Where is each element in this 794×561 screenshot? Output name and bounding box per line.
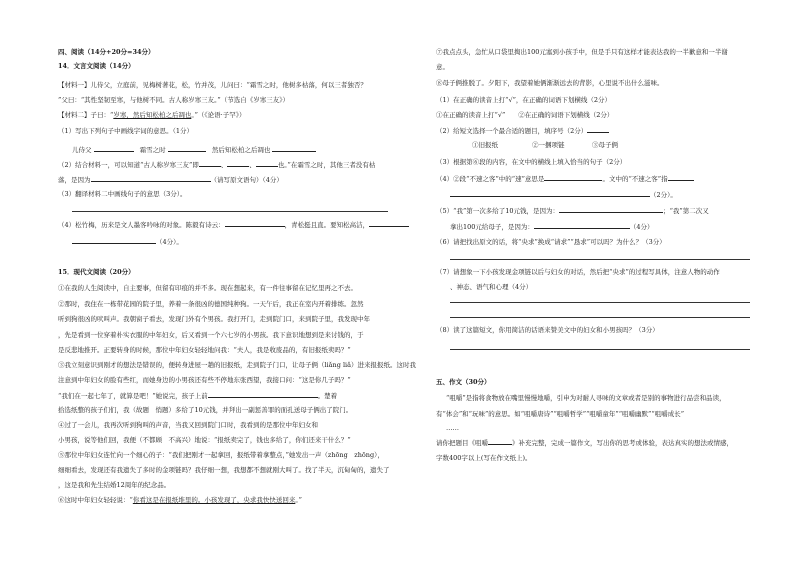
material-1-line-1: 【材料一】儿侍父，立庭前，见梅树著花，松，竹并茂，儿问曰：“霜雪之时，他树多枯落，何以三者独否？ <box>58 81 367 89</box>
answer-blank[interactable] <box>72 237 156 244</box>
question-r4-line-1: （4）②段“不速之客”中的“速”意思是 。文中的“不速之客”指 <box>436 174 694 183</box>
question-r1-detail: ①在正确的读音上打“√” ②在正确的词语下划横线（2分） <box>436 111 614 119</box>
question-r7-line-1: （7）请想象一下小孩发现金项链以后与妇女的对话，然后把“央求”的过程写具体，注意人物的动作 <box>436 268 720 276</box>
question-r8: （8）读了这篇短文，你用简洁的话语来赞美文中的妇女和小男孩吗？（3分） <box>436 326 659 334</box>
essay-prompt-line-2: 有“体会”和“玩味”的意思。如“咀嚼唐诗”“咀嚼哲学”“咀嚼童年”“咀嚼幽默”“咀嚼成长” <box>436 410 685 418</box>
answer-line[interactable] <box>450 349 750 350</box>
answer-blank[interactable] <box>227 160 249 167</box>
paragraph-5-line-2: 细细看去，发现还有我遗失了多时的金项链吗？我仔细一想，我想都不想就刚大叫了。找了半天，沉甸甸的，遗失了 <box>58 466 390 474</box>
answer-blank[interactable] <box>199 160 221 167</box>
question-r4-line-2: （2分）。 <box>450 190 677 199</box>
question-2-line-1: （2）结合材料一，可以知道“古人称岁寒三友”即 、 、 也。”在霜雪之时，其他三者没有枯 <box>58 161 376 169</box>
answer-blank[interactable] <box>168 145 206 152</box>
paragraph-4-line-2: 小男孩，说等他们回，我便（不都顾 不高兴）地说：“报纸卖完了，钱也多给了，你们还来干什么？” <box>58 436 351 444</box>
paragraph-2-line-2: 听到狗很凶的吠叫声。我朝窗子看去，发现门外有个男孩。我打开门，走到院门口，来到院子里，我发现中年 <box>58 315 370 323</box>
paragraph-5-line-3: ，这是我和先生结婚12周年的纪念品。 <box>58 481 171 489</box>
answer-blank[interactable] <box>91 175 211 182</box>
material-2: 【材料二】子曰：“岁寒，然后知松柏之后凋也。”（《论语·子罕》） <box>58 111 246 119</box>
question-r5-line-2: 拿出100元给母子，是因为： （4分） <box>450 223 654 231</box>
question-r2: （2）给短文选择一个最合适的题目，填序号（2分） <box>436 126 609 135</box>
answer-blank[interactable] <box>272 145 316 152</box>
answer-blank[interactable] <box>256 160 278 167</box>
question-14-title: 14．文言文阅读（14分） <box>58 62 135 70</box>
question-r1: （1）在正确的读音上打“√”，在正确的词语下划横线（2分） <box>436 96 612 104</box>
paragraph-2-line-1: ②那时，我住在一栋带花园的院子里，养着一条很凶的德国纯种狗。一天午后，我正在室内开着排练。忽然 <box>58 300 364 308</box>
question-4-line-1: （4）松竹梅，历来是文人墨客吟咏的对象。陈毅有诗云： ，青松挺且直。要知松高洁， <box>58 220 409 229</box>
paragraph-3-line-2: 注意到中年妇女的脸有些红，而她身边的小男孩还有些不停地东张西望，我接口问：“这是你几子吗？” <box>58 376 351 384</box>
question-r7-line-2: 、神态、语气和心理（4分） <box>450 283 533 291</box>
question-r5-line-1: （5）“我”第一次多给了10元钱，是因为： ；“我”第二次又 <box>436 207 709 215</box>
answer-blank[interactable] <box>369 220 409 227</box>
answer-blank[interactable] <box>225 220 285 227</box>
answer-line[interactable] <box>450 259 750 260</box>
right-column <box>436 0 754 561</box>
paragraph-7-line-2: 意。 <box>436 63 449 71</box>
title-blank[interactable] <box>488 438 512 445</box>
answer-blank[interactable] <box>544 174 602 181</box>
paragraph-4-line-1: ④过了一会儿，我再次听到狗叫的声音，当我又回到院门口时，我看到的是那位中年妇女和 <box>58 421 318 429</box>
answer-blank[interactable] <box>534 222 630 229</box>
answer-line[interactable] <box>450 317 750 318</box>
paragraph-3-line-1: ③我立刻意识到刚才的想法是错误的，便转身进屋一趟的旧报纸，走到院子门口，让母子俩（liǎng liǎ）进来报报纸。这时我 <box>58 361 416 369</box>
answer-blank[interactable] <box>208 391 318 398</box>
question-3: （3）翻译材料二中画线句子的意思（3分）。 <box>58 190 187 198</box>
essay-prompt-line-3: 请你把题目《咀嚼 》补充完整，完成一篇作文，写出你的思考或体验，表达真实的想法或情感， <box>436 439 733 447</box>
essay-prompt-line-4: 字数400字以上(写在作文纸上)。 <box>436 454 532 462</box>
left-column <box>58 0 416 561</box>
question-15-title: 15．现代文阅读（20分） <box>58 268 135 276</box>
question-2-line-2: 落，是因为 （请写原文语句）（4分） <box>58 176 283 184</box>
question-1-items: 儿侍父 霜雪之时 然后知松柏之后凋也 <box>72 145 316 154</box>
paragraph-8: ⑧母子俩推脱了。夕阳下，我望着她俩渐渐远去的背影，心里说不出什么滋味。 <box>436 79 664 87</box>
question-r3: （3）根据第⑥段的内容，在文中的横线上填入恰当的句子（2分） <box>436 158 627 166</box>
question-r6: （6）请把找出原文的话，将“央求”换成“请求”“恳求”可以吗？为什么？（3分） <box>436 238 666 246</box>
section-4-title: 四、阅读（14分+20分=34分） <box>58 48 155 56</box>
paragraph-5-line-1: ⑤那位中年妇女连忙向一个细心的子：“我们把刚才一起拿回，报纸带着拿整点，”她发出一声（zhōng zhōng）， <box>58 451 384 459</box>
question-1: （1）写出下列句子中画线字词的意思。（1分） <box>58 127 194 135</box>
answer-blank[interactable] <box>94 145 134 152</box>
answer-line[interactable] <box>450 302 750 303</box>
paragraph-6-underlined-quote: 你看这是在报纸堆里的。小孩发现了，央求我快快送回来 <box>132 496 296 504</box>
paragraph-1: ①在我的人生阅读中，自主要事，但留有印痕的并不多。现在想起来，有一件往事留在记忆里再之不去。 <box>58 284 357 292</box>
paragraph-3-line-4: 拾选纸整的孩子们们，我（故题 悄题）多给了10元钱，并拜出一副惩善罪的面孔送母子俩出了院门。 <box>58 406 353 414</box>
essay-prompt-ellipsis: …… <box>446 424 459 432</box>
option-1[interactable]: ①旧报纸 <box>472 141 498 149</box>
option-3[interactable]: ③母子俩 <box>592 141 618 149</box>
paragraph-7-line-1: ⑦我点点头，急忙从口袋里掏出100元塞到小孩手中，但是手只有这样才能表达我的一半歉意和一半谢 <box>436 48 728 56</box>
answer-line[interactable] <box>72 211 388 212</box>
answer-blank[interactable] <box>587 126 609 133</box>
paragraph-2-line-4: 是反悲地推开。正要转身的时候，那位中年妇女轻轻地问我：“夫人，我是收废品的，有旧报纸卖吗？” <box>58 346 351 354</box>
option-2[interactable]: ②一捆项链 <box>532 141 565 149</box>
paragraph-6: ⑥这时中年妇女轻轻说：“你看这是在报纸堆里的。小孩发现了，央求我快快送回来。” <box>58 496 302 504</box>
question-4-line-2: （4分）。 <box>72 237 183 246</box>
answer-blank[interactable] <box>668 174 694 181</box>
paragraph-3-line-3: “我们在一起七年了，就算是吧！”她说完，孩子上前 。楚着 <box>58 392 338 400</box>
paragraph-2-line-3: ，先是看到一位穿着朴实衣服的中年妇女，后又看到一个六七岁的小男孩。我下意识地想到是来讨钱的，于 <box>58 331 364 339</box>
answer-blank[interactable] <box>559 206 663 213</box>
material-2-underlined-quote: 岁寒，然后知松柏之后凋也 <box>113 111 192 119</box>
section-5-title: 五、作文（30分） <box>436 378 491 386</box>
material-1-line-2: ”父曰：“其性坚韧至寒，与他树不同。古人称岁寒三友。”（节选自《岁寒三友》） <box>58 96 289 104</box>
essay-prompt-line-1: “咀嚼”是指将食物放在嘴里慢慢地嚼，引申为对耐人寻味的文章或者是别的事物进行品尝和品读， <box>446 394 726 402</box>
answer-blank[interactable] <box>450 190 650 197</box>
